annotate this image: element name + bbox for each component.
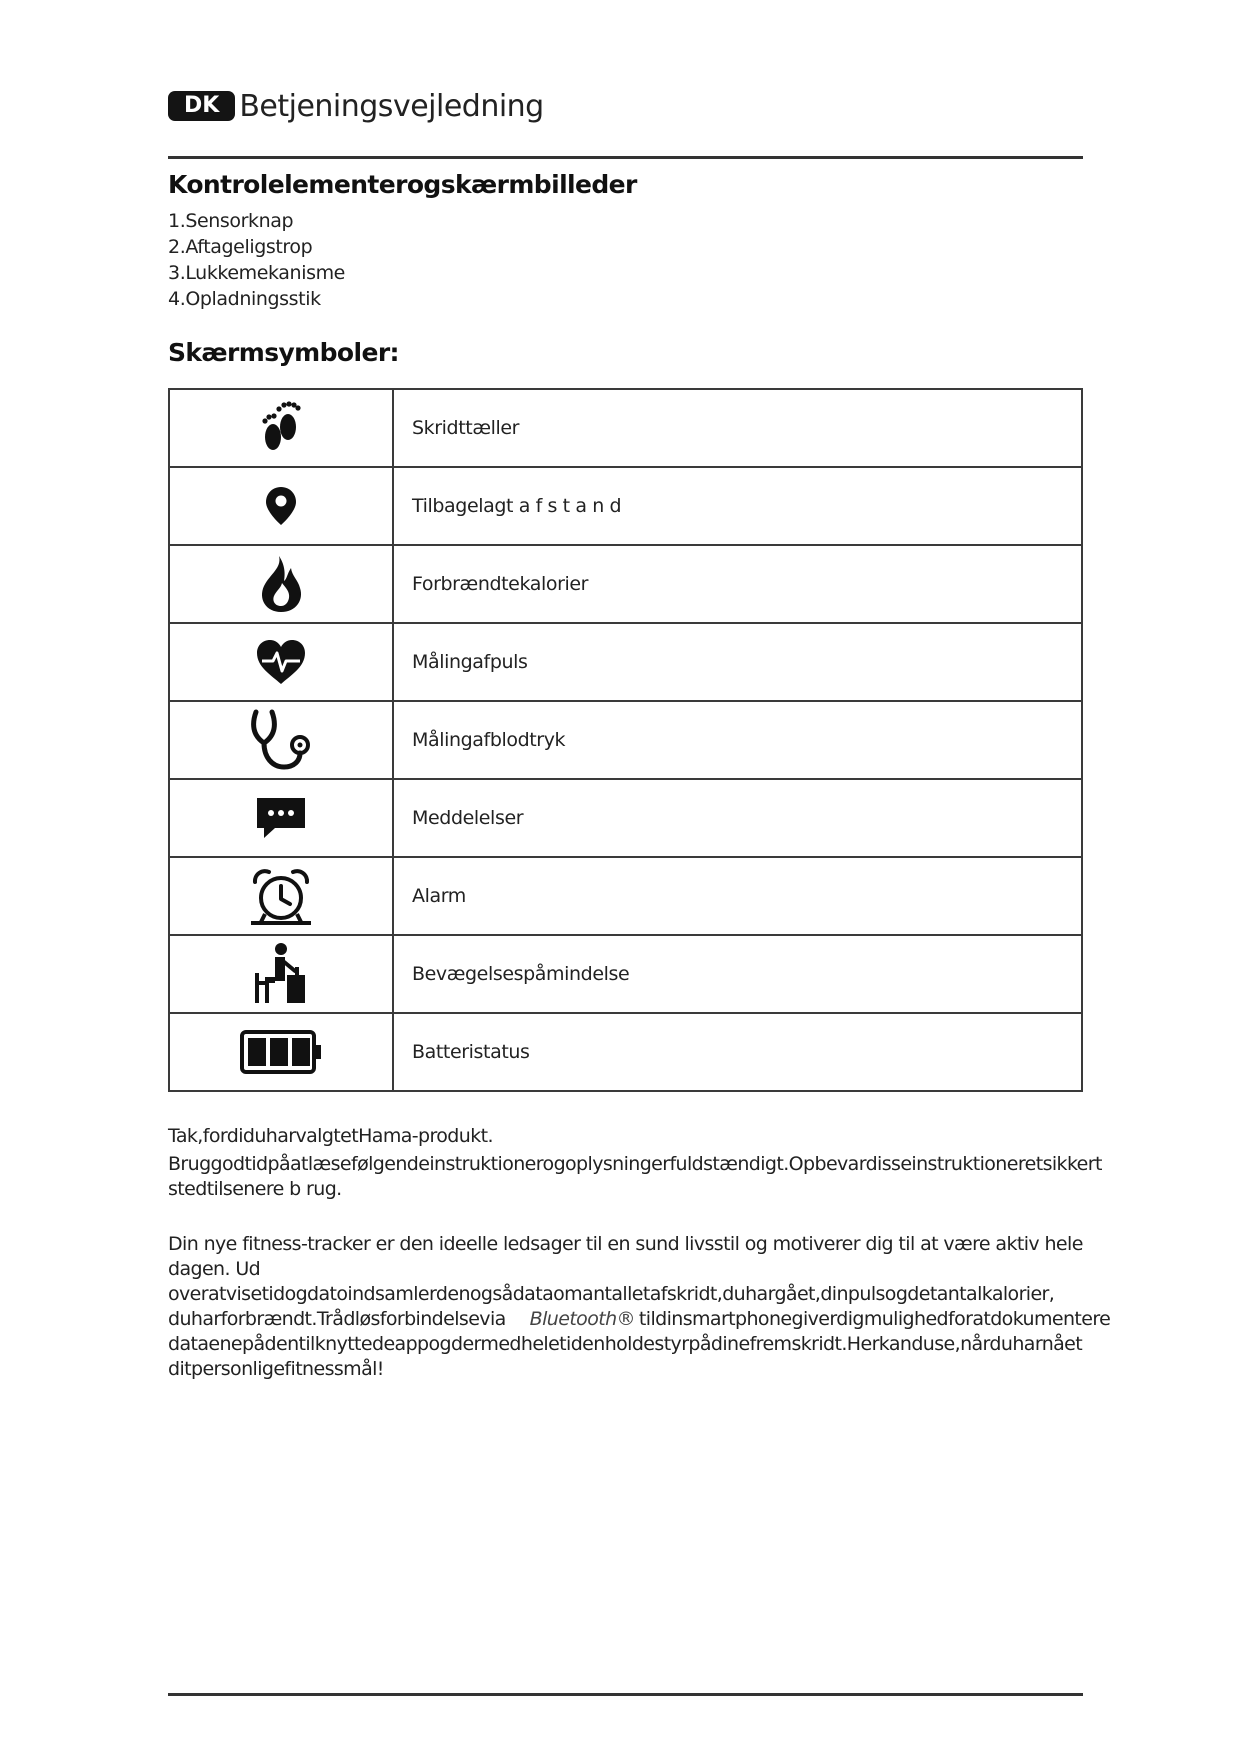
symbol-label: Batteristatus — [393, 1013, 1082, 1091]
paragraph-line: overatvisetidogdatoindsamlerdenogsådataomantalletafskridt,duhargået,dinpulsogdetantalkalorier, — [168, 1283, 1055, 1305]
stethoscope-icon — [246, 707, 316, 773]
language-badge: DK — [168, 91, 235, 121]
table-row — [169, 623, 1082, 701]
paragraph-line: ditpersonligefitnessmål! — [168, 1358, 384, 1380]
table-row — [169, 1013, 1082, 1091]
table-row — [169, 857, 1082, 935]
symbol-label: Bevægelsespåmindelse — [393, 935, 1082, 1013]
controls-item: 2.Aftageligstrop — [168, 236, 313, 258]
flame-icon — [253, 554, 309, 614]
controls-list — [168, 208, 345, 312]
controls-item: 1.Sensorknap — [168, 210, 294, 232]
table-row — [169, 467, 1082, 545]
heart-pulse-icon — [253, 637, 309, 687]
symbol-label: Målingafpuls — [393, 623, 1082, 701]
instruction-line: Bruggodtidpåatlæsefølgendeinstruktionerogoplysningerfuldstændigt.Opbevardisseinstruktioneretsikkert — [168, 1153, 1102, 1175]
bottom-divider — [168, 1693, 1083, 1696]
symbol-label: Skridttæller — [393, 389, 1082, 467]
table-row — [169, 389, 1082, 467]
sitting-person-icon — [251, 941, 311, 1007]
message-icon — [253, 794, 309, 842]
footprints-icon — [253, 397, 309, 459]
symbol-label: Målingafblodtryk — [393, 701, 1082, 779]
controls-item: 4.Opladningsstik — [168, 288, 321, 310]
table-row — [169, 935, 1082, 1013]
symbol-label: Tilbagelagt a f s t a n d — [393, 467, 1082, 545]
alarm-clock-icon — [249, 866, 313, 926]
symbols-title: Skærmsymboler: — [168, 338, 399, 367]
symbol-label: Forbrændtekalorier — [393, 545, 1082, 623]
symbols-table — [168, 388, 1083, 1092]
bluetooth-trademark: Bluetooth® — [529, 1308, 635, 1330]
instruction-text — [168, 1152, 1102, 1202]
header-title: Betjeningsvejledning — [239, 88, 544, 124]
battery-icon — [239, 1028, 323, 1076]
table-row — [169, 779, 1082, 857]
paragraph-line: tildinsmartphonegiverdigmulighedforatdokumentere — [638, 1308, 1111, 1330]
table-row — [169, 545, 1082, 623]
fitness-paragraph — [168, 1232, 1111, 1382]
top-divider — [168, 156, 1083, 159]
controls-title: Kontrolelementerogskærmbilleder — [168, 170, 637, 199]
instruction-line: stedtilsenere b rug. — [168, 1178, 342, 1200]
symbol-label: Alarm — [393, 857, 1082, 935]
paragraph-line: dataenepådentilknyttedeappogdermedheletidenholdestyrpådinefremskridt.Herkanduse,nårduharnået — [168, 1333, 1083, 1355]
controls-item: 3.Lukkemekanisme — [168, 262, 345, 284]
page-header — [168, 88, 544, 124]
symbol-label: Meddelelser — [393, 779, 1082, 857]
thanks-text: Tak,fordiduharvalgtetHama-produkt. — [168, 1125, 493, 1147]
paragraph-line: duharforbrændt.Trådløsforbindelsevia — [168, 1308, 506, 1330]
table-row — [169, 701, 1082, 779]
location-pin-icon — [261, 484, 301, 528]
paragraph-line: Din nye fitness-tracker er den ideelle ledsager til en sund livsstil og motiverer dig til at være aktiv hele dagen. Ud — [168, 1233, 1083, 1280]
